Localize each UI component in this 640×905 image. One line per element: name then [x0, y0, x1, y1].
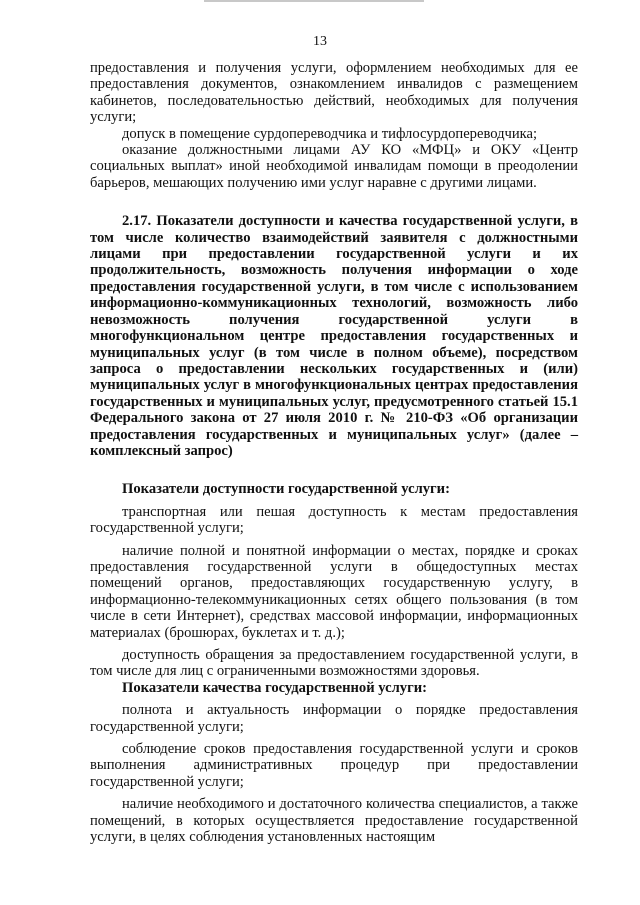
page-number: 13: [313, 34, 327, 49]
paragraph-deadlines: соблюдение сроков предоставления государственной услуги и сроков выполнения административных процедур при предоставлении государственной услуги;: [90, 741, 578, 790]
subheading-quality: Показатели качества государственной услуги:: [122, 679, 427, 696]
paragraph-transport: транспортная или пешая доступность к местам предоставления государственной услуги;: [90, 503, 578, 537]
document-body: [90, 60, 578, 845]
paragraph-information: наличие полной и понятной информации о местах, порядке и сроках предоставления государственной услуги в общедоступных местах помещений органов, предоставляющих государственную услугу, в информационно-телекоммуникационных сетях общего пользования (в том числе в сети Интернет), средствах массовой информации, информационных материалах (брошюрах, буклетах и т. д.);: [90, 542, 578, 641]
paragraph-interpreter-access: допуск в помещение сурдопереводчика и тифлосурдопереводчика;: [122, 125, 538, 142]
paragraph-continuation: предоставления и получения услуги, оформлением необходимых для ее предоставления документов, ознакомлением инвалидов с размещением кабинетов, последовательностью действий, необходимых для получения услуги;: [90, 60, 578, 126]
paragraph-access-appeal: доступность обращения за предоставлением государственной услуги, в том числе для лиц с ограниченными возможностями здоровья.: [90, 647, 578, 680]
subheading-accessibility: Показатели доступности государственной услуги:: [122, 481, 450, 498]
paragraph-assistance: оказание должностными лицами АУ КО «МФЦ» и ОКУ «Центр социальных выплат» иной необходимой инвалидам помощи в преодолении барьеров, мешающих получению ими услуг наравне с другими лицами.: [90, 142, 578, 191]
paragraph-completeness: полнота и актуальность информации о порядке предоставления государственной услуги;: [90, 702, 578, 735]
scan-top-edge: [204, 0, 424, 2]
paragraph-staff: наличие необходимого и достаточного количества специалистов, а также помещений, в которых осуществляется предоставление государственной услуги, в целях соблюдения установленных настоящим: [90, 796, 578, 846]
section-heading-2-17: 2.17. Показатели доступности и качества государственной услуги, в том числе количество взаимодействий заявителя с должностными лицами при предоставлении государственной услуги и их продолжительность, возможность получения информации о ходе предоставления государственной услуги, в том числе с использованием информационно-коммуникационных технологий, возможность либо невозможность получения государственной услуги в многофункциональном центре предоставления государственных и муниципальных услуг (в том числе в полном объеме), посредством запроса о предоставлении нескольких государственных и (или) муниципальных услуг в многофункциональных центрах предоставления государственных и муниципальных услуг, предусмотренного статьей 15.1 Федерального закона от 27 июля 2010 г. № 210-ФЗ «Об организации предоставления государственных и муниципальных услуг» (далее – комплексный запрос): [90, 213, 578, 459]
